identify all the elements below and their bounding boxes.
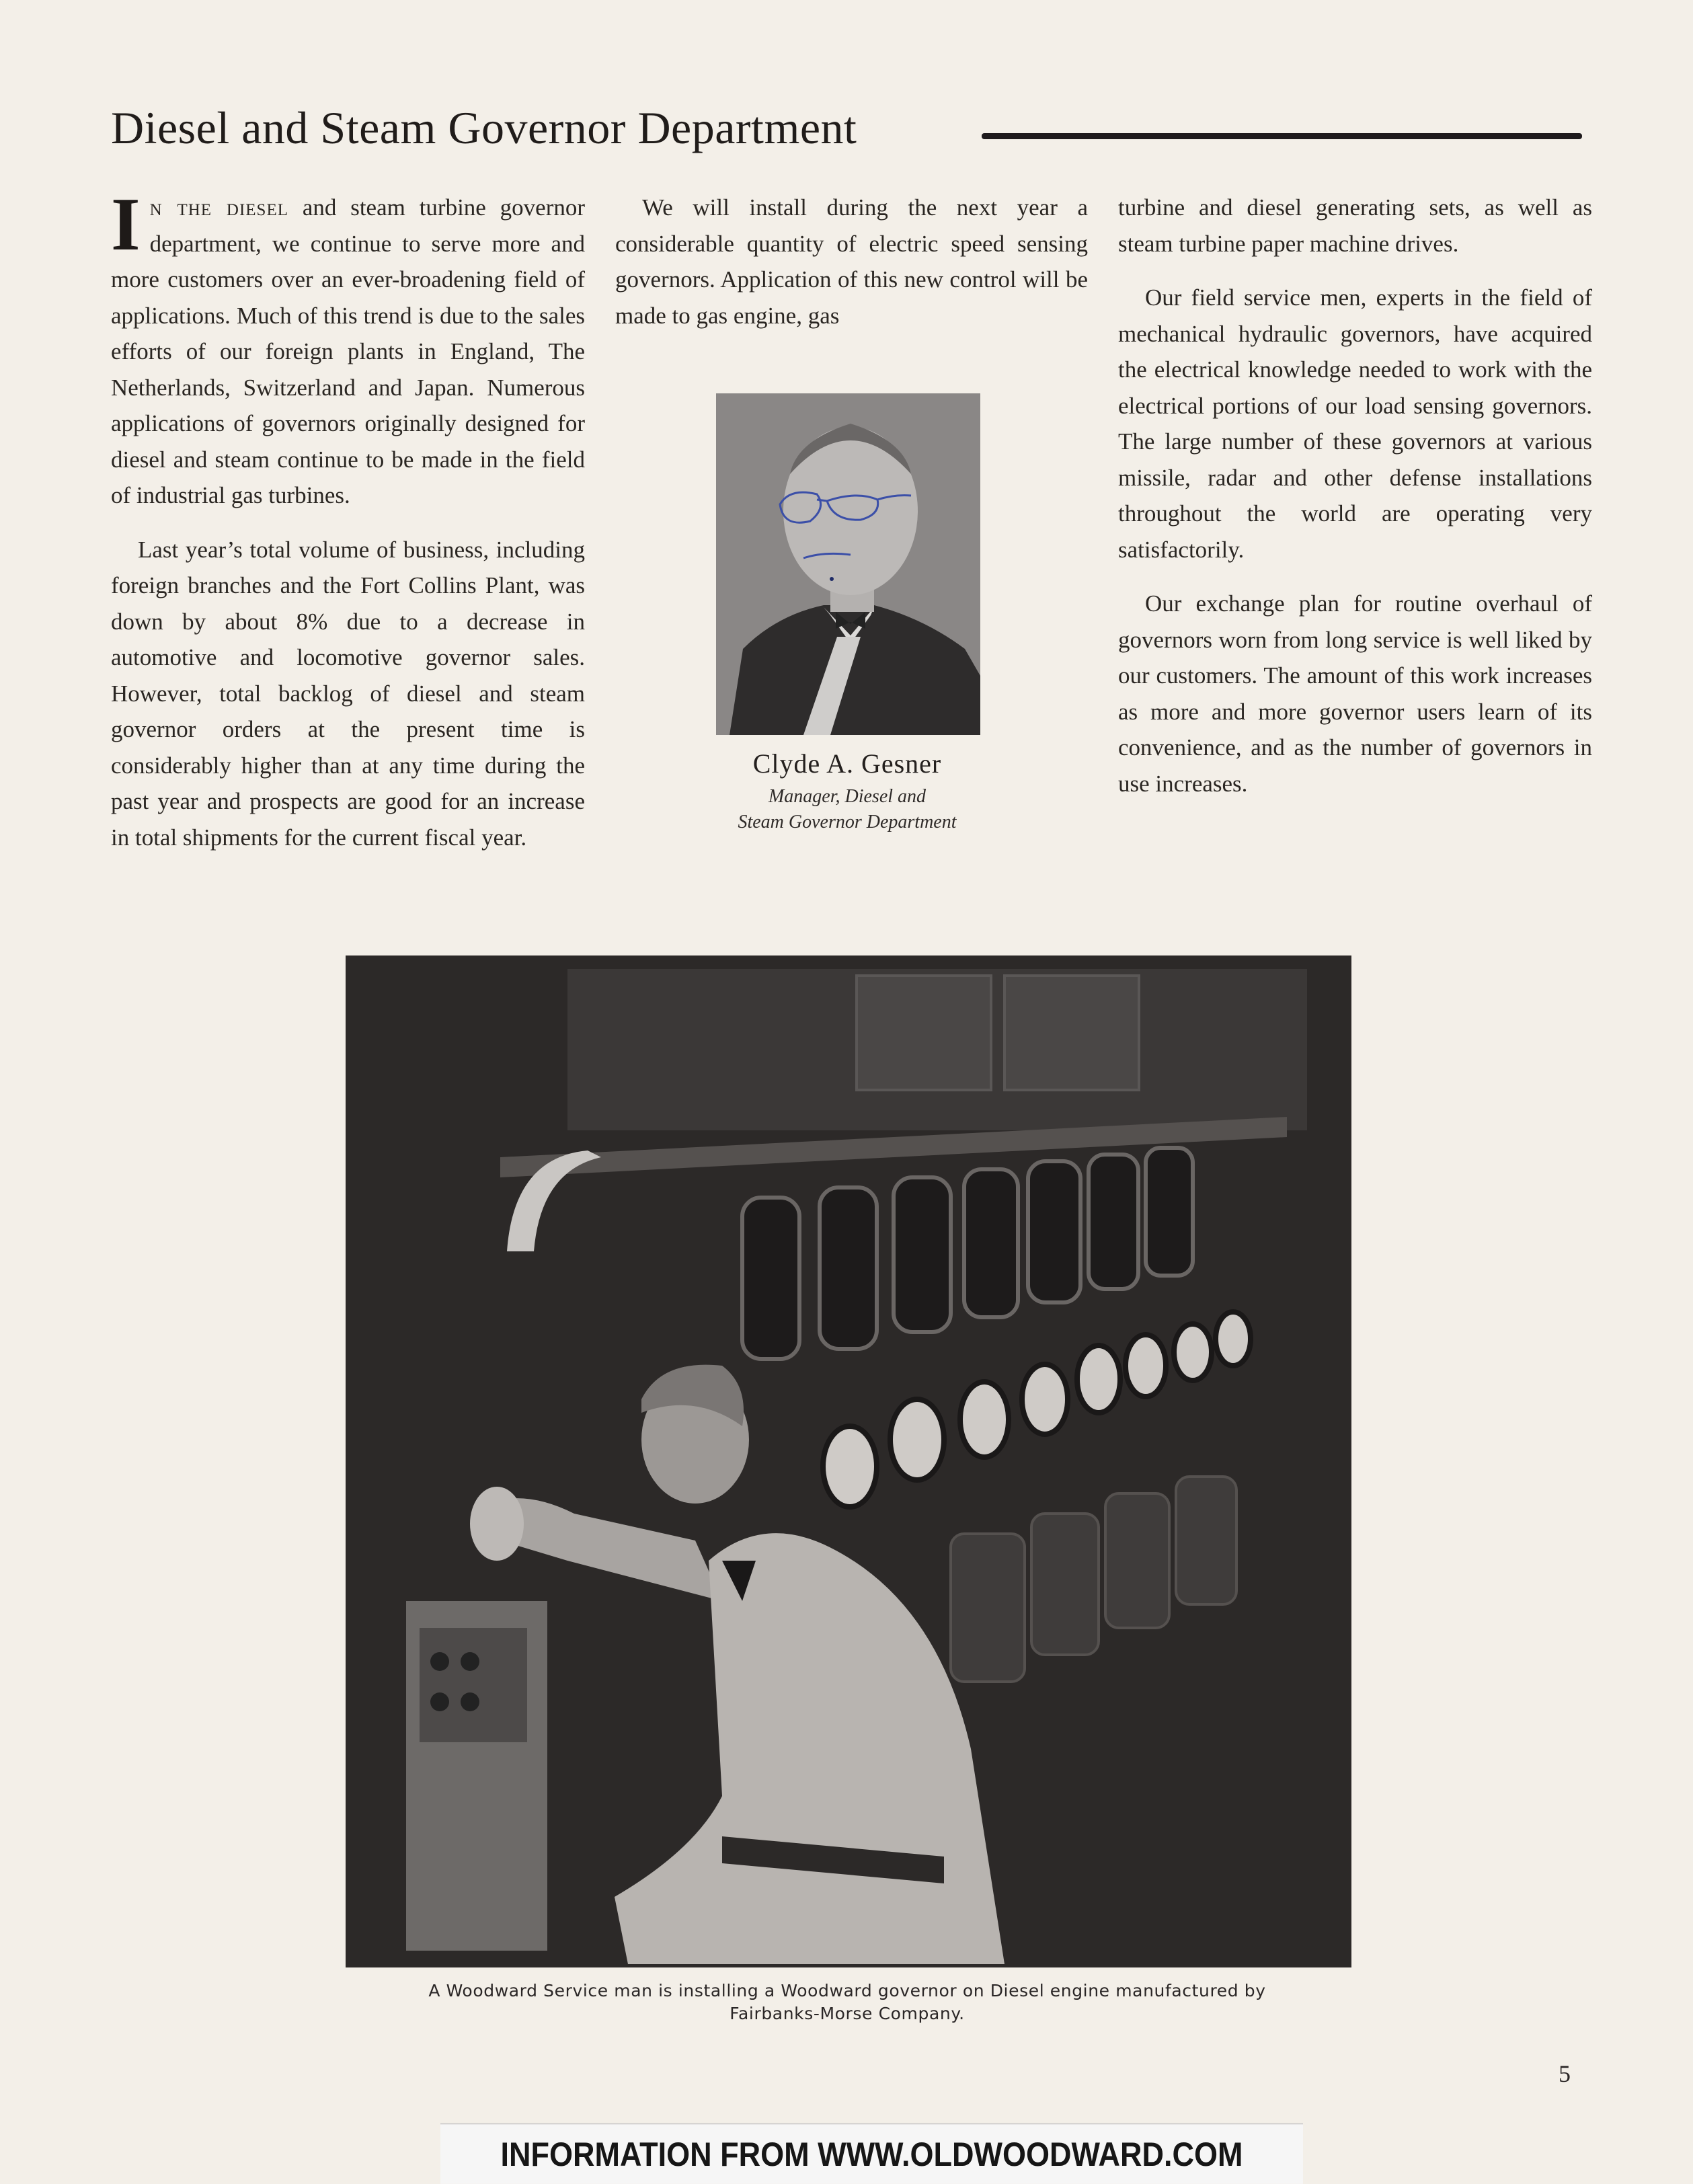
paragraph-intro [111, 183, 586, 514]
drop-cap: I [111, 183, 141, 266]
column-left [111, 183, 586, 873]
portrait-photo [716, 393, 980, 735]
paragraph-intro-text: and steam turbine governor department, we continue to serve more and more customers over an ever-broadening field of applications. Much of this trend is due to the sales efforts of our foreign plants in England, The Netherlands, Switzerland and Japan. Numerous applications of governors originally designed for diesel and steam continue to be made in the field of industrial gas turbines. [111, 194, 586, 508]
person-title [645, 784, 1049, 835]
page-title: Diesel and Steam Governor Department [111, 102, 857, 153]
paragraph-electric-governors: We will install during the next year a considerable quantity of electric speed sensing governors. Application of this new control will be made to gas engine, gas [615, 194, 1088, 329]
paragraph-business-volume: Last year’s total volume of business, including foreign branches and the Fort Collins Plant, was down by about 8% due to a decrease in automotive and locomotive governor sales. However, total backlog of diesel and steam governor orders at the present time is considerably higher than at any time during the past year and prospects are good for an increase in total shipments for the current fiscal year. [111, 536, 585, 851]
paragraph-continuation: turbine and diesel generating sets, as well as steam turbine paper machine drives. [1118, 194, 1592, 257]
lead-in-smallcaps: n the diesel [149, 194, 289, 221]
photo-caption [350, 1980, 1345, 2025]
column-middle [615, 190, 1088, 352]
person-title-line-2: Steam Governor Department [738, 812, 957, 832]
column-right [1118, 190, 1592, 820]
page-number: 5 [1559, 2060, 1571, 2087]
paragraph-exchange-plan: Our exchange plan for routine overhaul of governors worn from long service is well liked by our customers. The amount of this work increases as more and more governor users learn of its convenience, and as the number of governors in use increases. [1118, 590, 1592, 797]
paragraph-field-service: Our field service men, experts in the field of mechanical hydraulic governors, have acquired the electrical knowledge needed to work with the electrical portions of our load sensing governors. The large number of these governors at various missile, radar and other defense installations throughout the world are operating very satisfactorily. [1118, 284, 1592, 563]
person-name: Clyde A. Gesner [752, 748, 942, 779]
photo-caption-line-1: A Woodward Service man is installing a Woodward governor on Diesel engine manufactured by [428, 1981, 1266, 2000]
title-rule-divider [982, 133, 1582, 139]
watermark-label: INFORMATION FROM WWW.OLDWOODWARD.COM [440, 2123, 1303, 2184]
engine-photo [346, 956, 1351, 1967]
photo-caption-line-2: Fairbanks-Morse Company. [730, 2004, 965, 2023]
person-title-line-1: Manager, Diesel and [768, 786, 927, 807]
